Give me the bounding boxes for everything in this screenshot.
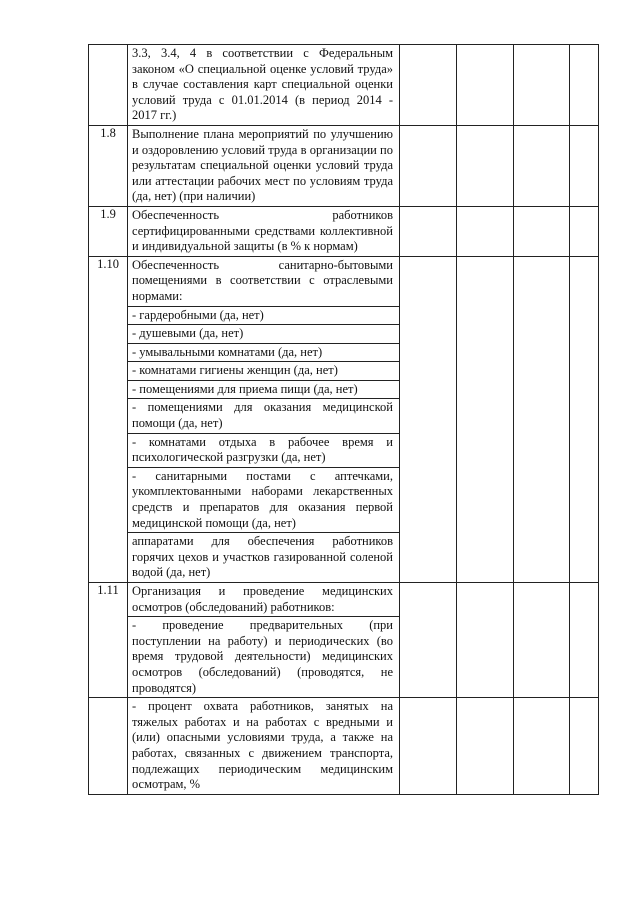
table-row	[89, 45, 599, 126]
row-number: 1.8	[89, 125, 128, 206]
row-text: Обеспеченность санитарно-бытовыми помещениями в соответствии с отраслевыми нормами:	[132, 257, 393, 303]
sub-item: - умывальными комнатами (да, нет)	[128, 343, 399, 362]
row-number: 1.11	[89, 583, 128, 698]
value-cell	[514, 583, 570, 698]
sub-item: - душевыми (да, нет)	[128, 324, 399, 343]
value-cell	[457, 256, 514, 582]
value-cell	[514, 45, 570, 126]
value-cell	[400, 45, 457, 126]
value-cell	[570, 125, 599, 206]
table-row	[89, 125, 599, 206]
value-cell	[457, 206, 514, 256]
value-cell	[400, 256, 457, 582]
row-number: 1.10	[89, 256, 128, 582]
value-cell	[570, 256, 599, 582]
indicators-table	[88, 44, 599, 795]
table-row	[89, 583, 599, 698]
sub-item: - проведение предварительных (при поступлении на работу) и периодических (во время трудовой деятельности) медицинских осмотров (обследований) (проводятся, не проводятся)	[128, 616, 399, 697]
row-text: Выполнение плана мероприятий по улучшению и оздоровлению условий труда в организации по результатам специальной оценки условий труда или аттестации рабочих мест по условиям труда (да, нет) (при наличии)	[132, 126, 393, 204]
value-cell	[457, 698, 514, 795]
value-cell	[457, 583, 514, 698]
table-row	[89, 206, 599, 256]
row-text: Обеспеченность работников сертифицированными средствами коллективной и индивидуальной защиты (в % к нормам)	[132, 207, 393, 254]
value-cell	[400, 698, 457, 795]
table-row	[89, 256, 599, 582]
value-cell	[514, 125, 570, 206]
value-cell	[457, 45, 514, 126]
sub-item: - помещениями для оказания медицинской помощи (да, нет)	[128, 398, 399, 432]
value-cell	[400, 583, 457, 698]
value-cell	[514, 256, 570, 582]
value-cell	[514, 206, 570, 256]
sub-item: - гардеробными (да, нет)	[128, 306, 399, 325]
value-cell	[400, 206, 457, 256]
row-text: - процент охвата работников, занятых на тяжелых работах и на работах с вредными и (или) опасными условиями труда, а также на работах, связанных с движением транспорта, подлежащих периодическим медицинским осмотрам, %	[132, 699, 393, 792]
value-cell	[570, 698, 599, 795]
row-text: 3.3, 3.4, 4 в соответствии с Федеральным законом «О специальной оценке условий труда» в случае составления карт специальной оценки условий труда с 01.01.2014 (в период 2014 - 2017 гг.)	[132, 46, 393, 123]
sub-item: - помещениями для приема пищи (да, нет)	[128, 380, 399, 399]
row-text: Организация и проведение медицинских осмотров (обследований) работников:	[132, 584, 393, 614]
sub-item: аппаратами для обеспечения работников горячих цехов и участков газированной соленой водой (да, нет)	[128, 532, 399, 582]
row-number	[89, 698, 128, 795]
value-cell	[514, 698, 570, 795]
value-cell	[570, 45, 599, 126]
value-cell	[570, 206, 599, 256]
value-cell	[400, 125, 457, 206]
row-number: 1.9	[89, 206, 128, 256]
value-cell	[457, 125, 514, 206]
sub-item: - комнатами отдыха в рабочее время и психологической разгрузки (да, нет)	[128, 433, 399, 467]
row-number	[89, 45, 128, 126]
value-cell	[570, 583, 599, 698]
table-row	[89, 698, 599, 795]
sub-item: - комнатами гигиены женщин (да, нет)	[128, 361, 399, 380]
sub-item: - санитарными постами с аптечками, укомплектованными наборами лекарственных средств и препаратов для оказания первой медицинской помощи (да, нет)	[128, 467, 399, 532]
